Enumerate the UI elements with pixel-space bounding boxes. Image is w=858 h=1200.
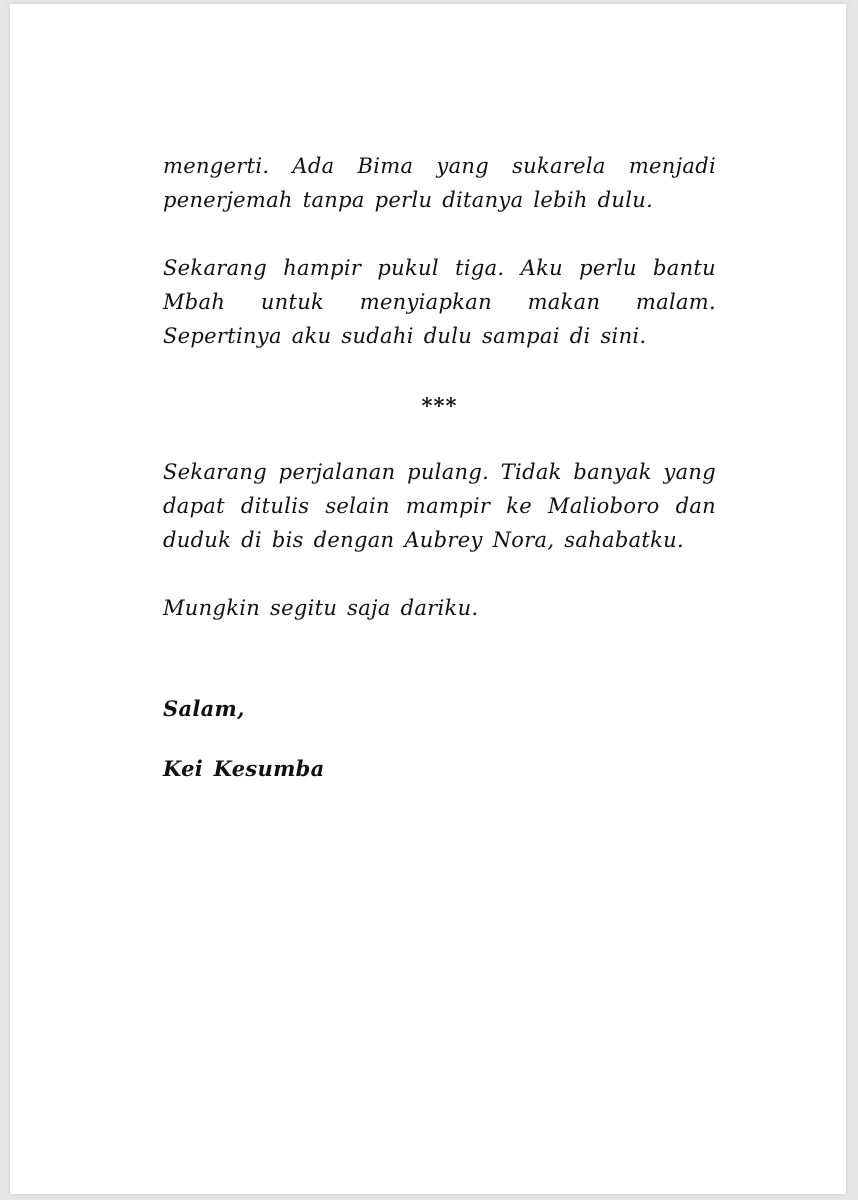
paragraph-3-line-2: dapat ditulis selain mampir ke Malioboro dan bbox=[163, 494, 716, 518]
paragraph-4-line-1: Mungkin segitu saja dariku. bbox=[163, 596, 479, 620]
paragraph-1-line-1: mengerti. Ada Bima yang sukarela menjadi bbox=[163, 154, 716, 178]
paragraph-2 bbox=[163, 251, 716, 353]
paragraph-2-line-1: Sekarang hampir pukul tiga. Aku perlu bantu bbox=[163, 256, 716, 280]
paragraph-2-line-2: Mbah untuk menyiapkan makan malam. bbox=[163, 290, 716, 314]
paragraph-1 bbox=[163, 149, 716, 217]
paragraph-4 bbox=[163, 591, 716, 625]
paragraph-3-line-1: Sekarang perjalanan pulang. Tidak banyak yang bbox=[163, 460, 716, 484]
closing-salutation: Salam, bbox=[163, 696, 245, 721]
letter-page bbox=[10, 4, 846, 1194]
section-separator: *** bbox=[421, 393, 458, 418]
paragraph-2-line-3: Sepertinya aku sudahi dulu sampai di sini. bbox=[163, 324, 647, 348]
paragraph-1-line-2: penerjemah tanpa perlu ditanya lebih dulu. bbox=[163, 188, 654, 212]
signature-name: Kei Kesumba bbox=[163, 756, 325, 781]
paragraph-3-line-3: duduk di bis dengan Aubrey Nora, sahabatku. bbox=[163, 528, 684, 552]
paragraph-3 bbox=[163, 455, 716, 557]
